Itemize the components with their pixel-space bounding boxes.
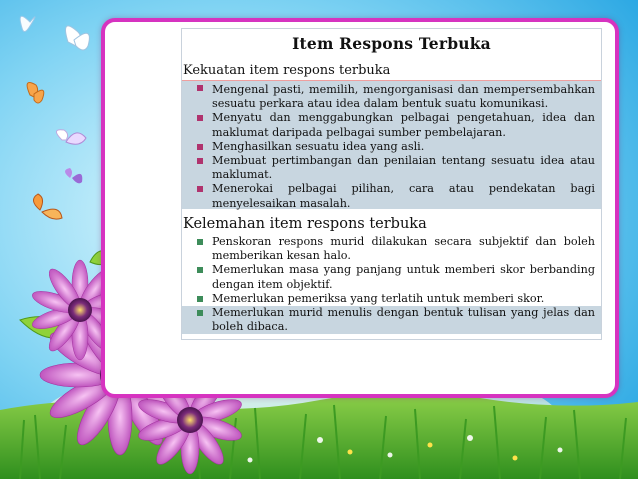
square-bullet-icon — [197, 239, 203, 245]
slide-title: Item Respons Terbuka — [292, 34, 491, 53]
weaknesses-heading: Kelemahan item respons terbuka — [183, 216, 427, 232]
square-bullet-icon — [197, 267, 203, 273]
square-bullet-icon — [197, 186, 203, 192]
strengths-list — [182, 81, 601, 209]
list-item: Memerlukan masa yang panjang untuk memberi skor berbanding dengan item objektif. — [182, 263, 601, 291]
square-bullet-icon — [197, 85, 203, 91]
list-item: Memerlukan murid menulis dengan bentuk tulisan yang jelas dan boleh dibaca. — [182, 306, 601, 334]
square-bullet-icon — [197, 310, 203, 316]
strengths-heading: Kekuatan item respons terbuka — [183, 63, 391, 78]
square-bullet-icon — [197, 158, 203, 164]
weaknesses-list — [182, 235, 601, 339]
list-item: Membuat pertimbangan dan penilaian tentang sesuatu idea atau maklumat. — [182, 154, 601, 182]
square-bullet-icon — [197, 144, 203, 150]
list-item: Penskoran respons murid dilakukan secara subjektif dan boleh memberikan kesan halo. — [182, 235, 601, 263]
slide-content — [181, 28, 602, 340]
list-item: Menghasilkan sesuatu idea yang asli. — [182, 140, 601, 154]
square-bullet-icon — [197, 115, 203, 121]
list-item: Menyatu dan menggabungkan pelbagai pengetahuan, idea dan maklumat daripada pelbagai sumber pembelajaran. — [182, 111, 601, 139]
list-item: Mengenal pasti, memilih, mengorganisasi dan mempersembahkan sesuatu perkara atau idea dalam bentuk suatu komunikasi. — [182, 81, 601, 111]
list-item: Menerokai pelbagai pilihan, cara atau pendekatan bagi menyelesaikan masalah. — [182, 182, 601, 210]
square-bullet-icon — [197, 296, 203, 302]
list-item: Memerlukan pemeriksa yang terlatih untuk memberi skor. — [182, 292, 601, 306]
